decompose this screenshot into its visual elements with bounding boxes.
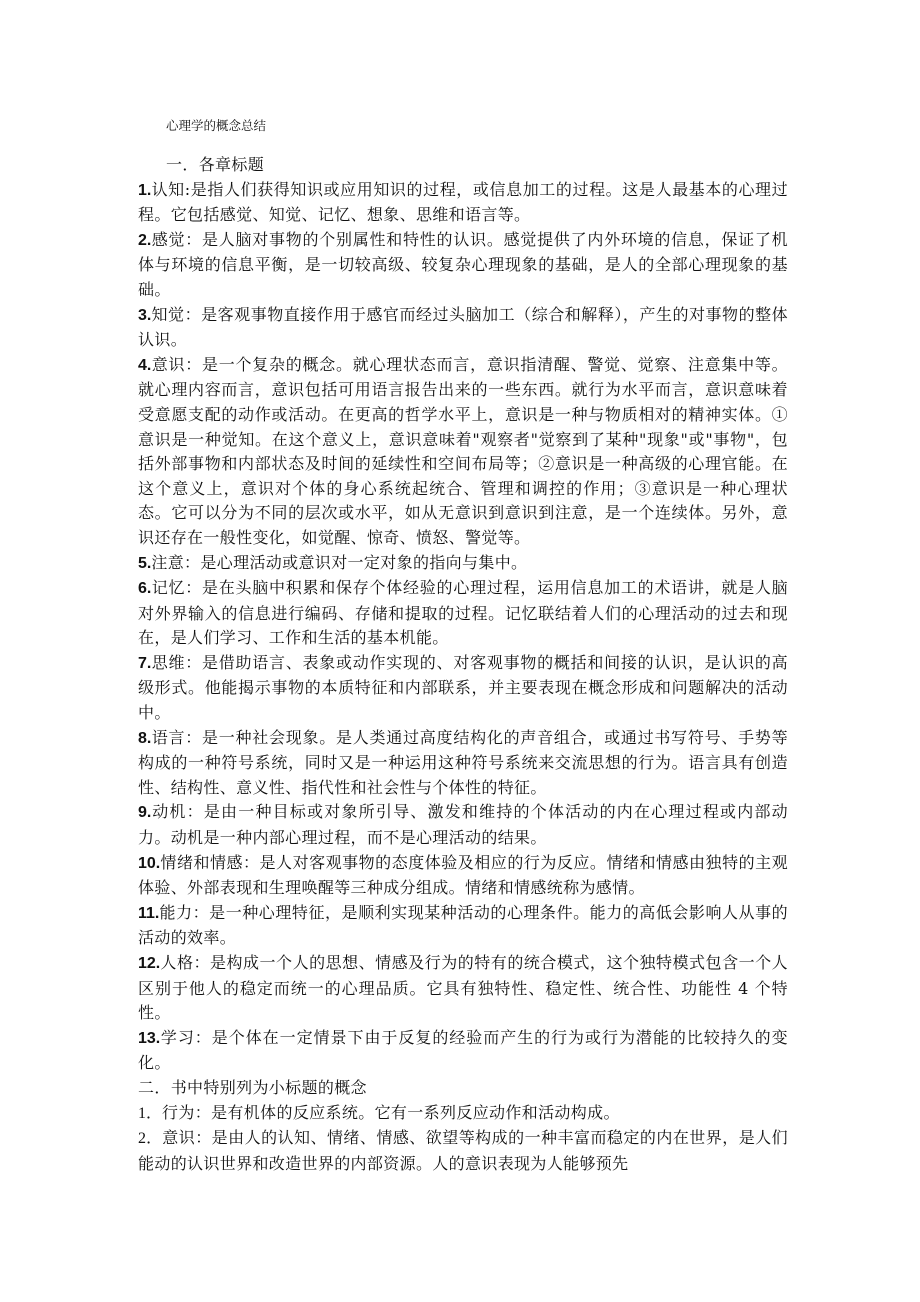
item-text: 意识：是一个复杂的概念。就心理状态而言，意识指清醒、警觉、觉察、注意集中等。就心理内容而言，意识包括可用语言报告出来的一些东西。就行为水平而言，意识意味着受意愿支配的动作或活动。在更高的哲学水平上，意识是一种与物质相对的精神实体。①意识是一种觉知。在这个意义上，意识意味着"观察者"觉察到了某种"现象"或"事物"，包括外部事物和内部状态及时间的延续性和空间布局等；②意识是一种高级的心理官能。在这个意义上，意识对个体的身心系统起统合、管理和调控的作用；③意识是一种心理状态。它可以分为不同的层次或水平，如从无意识到意识到注意，是一个连续体。另外，意识还存在一般性变化，如觉醒、惊奇、愤怒、警觉等。 — [138, 354, 788, 547]
item-number: 1． — [138, 1104, 163, 1122]
concept-item — [138, 178, 788, 228]
concept-item — [138, 800, 788, 850]
concept-item — [138, 1101, 788, 1127]
concept-item — [138, 303, 788, 353]
item-number: 9. — [138, 804, 152, 822]
item-text: 认知:是指人们获得知识或应用知识的过程，或信息加工的过程。这是人最基本的心理过程。它包括感觉、知觉、记忆、想象、思维和语言等。 — [138, 179, 788, 225]
item-text: 行为：是有机体的反应系统。它有一系列反应动作和活动构成。 — [162, 1102, 620, 1122]
item-number: 11. — [138, 904, 160, 922]
item-text: 思维：是借助语言、表象或动作实现的、对客观事物的概括和间接的认识，是认识的高级形式。他能揭示事物的本质特征和内部联系，并主要表现在概念形成和问题解决的活动中。 — [138, 652, 788, 723]
item-text: 情绪和情感：是人对客观事物的态度体验及相应的行为反应。情绪和情感由独特的主观体验、外部表现和生理唤醒等三种成分组成。情绪和情感统称为感情。 — [138, 852, 788, 898]
item-number: 7. — [138, 654, 152, 672]
item-number: 8. — [138, 729, 152, 747]
item-number: 4. — [138, 356, 152, 374]
item-number: 12. — [138, 955, 161, 972]
item-text: 人格：是构成一个人的思想、情感及行为的特有的统合模式，这个独特模式包含一个人区别于他人的稳定而统一的心理品质。它具有独特性、稳定性、统合性、功能性 4 个特性。 — [138, 953, 788, 1023]
document-body — [138, 153, 788, 1176]
concept-item — [138, 551, 788, 577]
concept-item — [138, 353, 788, 551]
concept-item — [138, 851, 788, 901]
item-number: 13. — [138, 1029, 161, 1047]
item-text: 感觉：是人脑对事物的个别属性和特性的认识。感觉提供了内外环境的信息，保证了机体与环境的信息平衡，是一切较高级、较复杂心理现象的基础，是人的全部心理现象的基础。 — [138, 229, 788, 299]
item-text: 语言：是一种社会现象。是人类通过高度结构化的声音组合，或通过书写符号、手势等构成的一种符号系统，同时又是一种运用这种符号系统来交流思想的行为。语言具有创造性、结构性、意义性、指代性和社会性与个体性的特征。 — [138, 727, 788, 797]
document-title: 心理学的概念总结 — [166, 118, 267, 133]
section-1-heading: 一．各章标题 — [166, 155, 265, 174]
item-number: 2． — [138, 1130, 163, 1148]
item-text: 能力：是一种心理特征，是顺利实现某种活动的心理条件。能力的高低会影响人从事的活动的效率。 — [138, 902, 788, 948]
item-text: 注意：是心理活动或意识对一定对象的指向与集中。 — [151, 552, 528, 572]
concept-item — [138, 576, 788, 651]
concept-item — [138, 1026, 788, 1076]
item-text: 意识：是由人的认知、情绪、情感、欲望等构成的一种丰富而稳定的内在世界，是人们能动的认识世界和改造世界的内部资源。人的意识表现为人能够预先 — [138, 1128, 788, 1173]
item-number: 5. — [138, 554, 152, 572]
concept-item — [138, 951, 788, 1026]
item-text: 记忆：是在头脑中积累和保存个体经验的心理过程，运用信息加工的术语讲，就是人脑对外界输入的信息进行编码、存储和提取的过程。记忆联结着人们的心理活动的过去和现在，是人们学习、工作和生活的基本机能。 — [138, 578, 788, 648]
item-number: 2. — [138, 231, 152, 249]
item-text: 动机：是由一种目标或对象所引导、激发和维持的个体活动的内在心理过程或内部动力。动机是一种内部心理过程，而不是心理活动的结果。 — [138, 802, 788, 848]
concept-item — [138, 726, 788, 801]
item-number: 10. — [138, 854, 161, 872]
concept-item — [138, 1126, 788, 1176]
concept-item — [138, 901, 788, 951]
concept-item — [138, 228, 788, 303]
item-number: 6. — [138, 580, 152, 598]
item-number: 1. — [138, 181, 152, 199]
concept-item — [138, 651, 788, 726]
item-number: 3. — [138, 306, 152, 324]
item-text: 学习：是个体在一定情景下由于反复的经验而产生的行为或行为潜能的比较持久的变化。 — [138, 1027, 788, 1073]
section-2-heading: 二．书中特别列为小标题的概念 — [138, 1077, 367, 1097]
item-text: 知觉：是客观事物直接作用于感官而经过头脑加工（综合和解释），产生的对事物的整体认识。 — [138, 304, 788, 350]
